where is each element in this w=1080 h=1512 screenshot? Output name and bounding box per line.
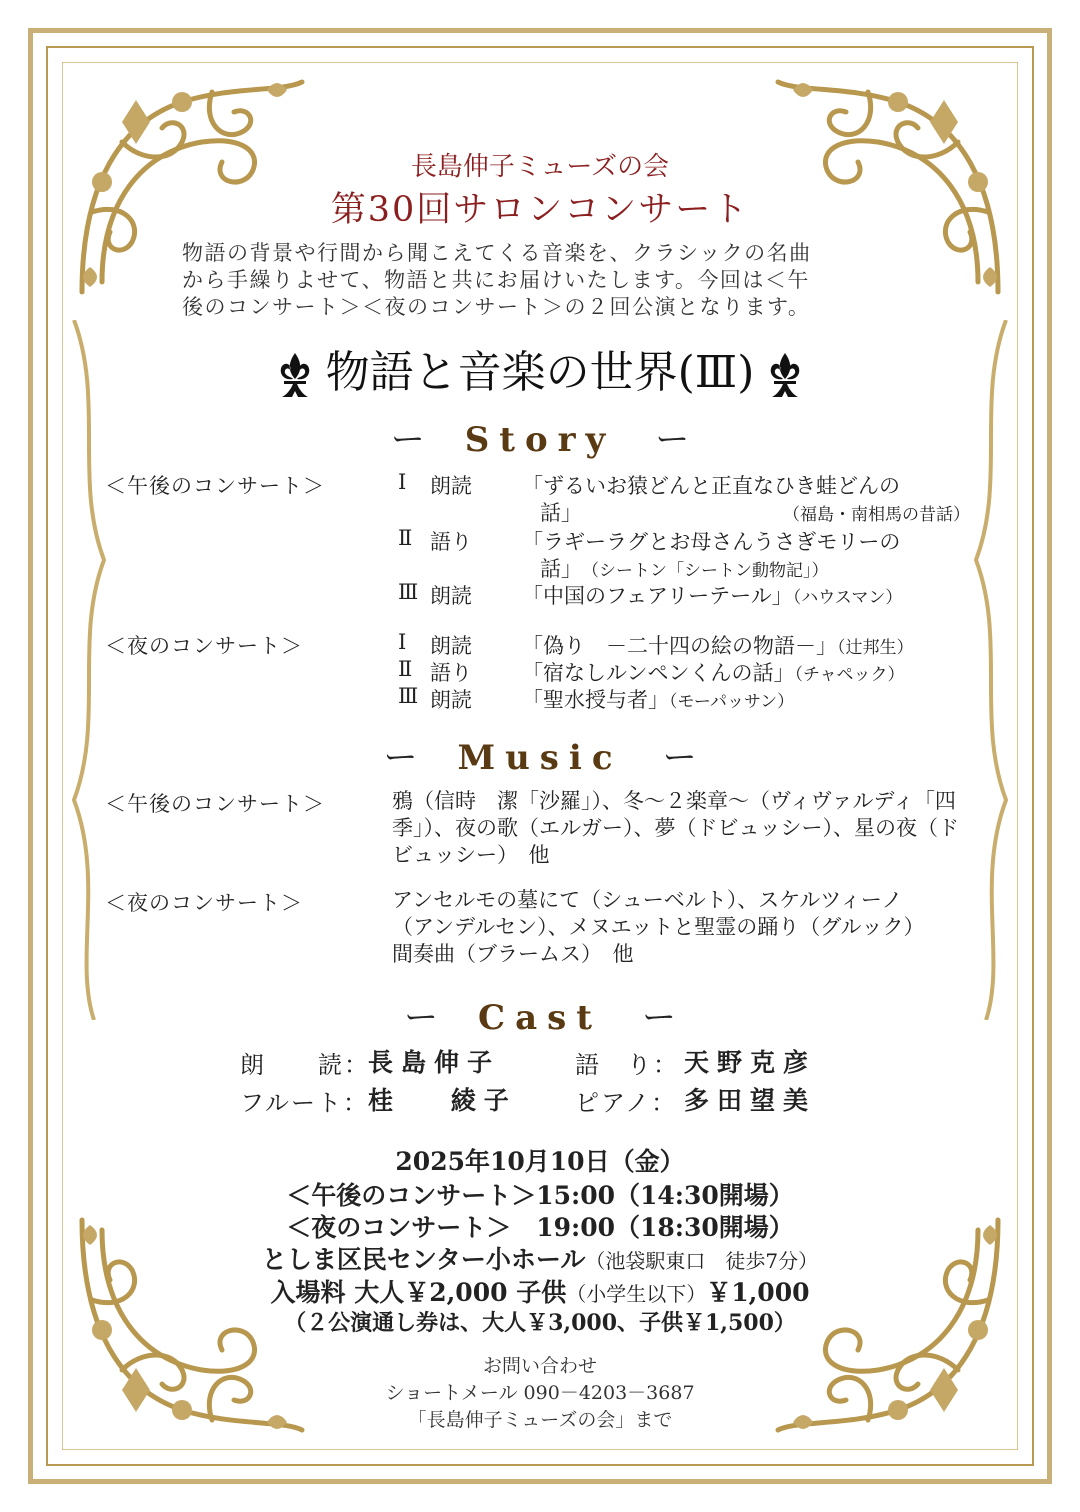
fleur-de-lis-icon	[272, 351, 318, 401]
section-heading-story: ー Story ー	[390, 420, 690, 460]
intro-line: 物語の背景や行間から聞こえてくる音楽を、クラシックの名曲	[182, 241, 812, 265]
item-type: 語り	[430, 530, 472, 554]
cast-reading-label: 朗 読：	[240, 1051, 370, 1079]
admission-fee: 入場料 大人￥2,000 子供（小学生以下）￥1,000	[270, 1278, 810, 1307]
music-afternoon-label: ＜午後のコンサート＞	[105, 792, 325, 816]
cast-piano-name: 多田望美	[684, 1086, 817, 1115]
story-title: 「宿なしルンペンくんの話」（チャペック）	[522, 661, 905, 685]
main-title-text: 物語と音楽の世界(Ⅲ)	[325, 347, 755, 398]
item-number: Ⅲ	[398, 684, 419, 708]
music-afternoon-list: 鴉（信時 潔「沙羅」）、冬～２楽章～（ヴィヴァルディ「四 季」）、夜の歌（エルガー）、夢（ドビュッシー）、星の夜（ド ビュッシー） 他	[392, 789, 959, 867]
afternoon-time: ＜午後のコンサート＞15:00（14:30開場）	[286, 1181, 794, 1210]
organization-name: 長島伸子ミューズの会	[410, 152, 670, 182]
story-title: 「ラギーラグとお母さんうさぎモリーの	[522, 530, 901, 554]
intro-line: から手繰りよせて、物語と共にお届けいたします。今回は＜午	[182, 268, 810, 292]
story-title: 「ずるいお猿どんと正直なひき蛙どんの	[522, 474, 900, 498]
item-number: Ⅱ	[398, 657, 413, 681]
item-type: 朗読	[430, 474, 472, 498]
cast-narration-label: 語 り：	[575, 1051, 679, 1079]
story-title: 「聖水授与者」（モーパッサン）	[522, 688, 795, 712]
cast-flute-label: フルート：	[240, 1089, 370, 1117]
item-number: Ⅰ	[398, 470, 407, 494]
story-title-cont: 話」	[540, 501, 582, 525]
story-afternoon-label: ＜午後のコンサート＞	[105, 474, 325, 498]
story-title: 「偽り －二十四の絵の物語－」（辻邦生）	[522, 634, 914, 658]
section-heading-music: ー Music ー	[383, 738, 697, 778]
intro-line: 後のコンサート＞＜夜のコンサート＞の２回公演となります。	[182, 295, 811, 319]
story-source: （シートン「シートン動物記」）	[582, 561, 829, 581]
item-number: Ⅰ	[398, 630, 407, 654]
music-evening-list: アンセルモの墓にて（シューベルト）、スケルツィーノ （アンデルセン）、メヌエットと聖霊の踊り（グルック） 間奏曲（ブラームス） 他	[392, 888, 925, 966]
contact-to: 「長島伸子ミューズの会」まで	[407, 1409, 673, 1431]
main-title	[0, 336, 1080, 401]
fleur-de-lis-icon	[762, 351, 808, 401]
story-source: （福島・南相馬の昔話）	[783, 505, 970, 525]
item-type: 朗読	[430, 634, 472, 658]
intro-text	[182, 240, 812, 321]
story-title: 「中国のフェアリーテール」（ハウスマン）	[522, 584, 903, 608]
contact-label: お問い合わせ	[482, 1355, 597, 1377]
item-number: Ⅱ	[398, 526, 413, 550]
item-type: 語り	[430, 661, 472, 685]
story-evening-label: ＜夜のコンサート＞	[105, 634, 303, 658]
item-type: 朗読	[430, 688, 472, 712]
cast-piano-label: ピアノ：	[575, 1089, 678, 1117]
cast-reading-name: 長島伸子	[368, 1048, 501, 1077]
concert-title: 第30回サロンコンサート	[330, 190, 750, 230]
cast-narration-name: 天野克彦	[684, 1048, 817, 1077]
story-title-cont: 話」	[540, 557, 582, 581]
music-evening-label: ＜夜のコンサート＞	[105, 891, 303, 915]
evening-time: ＜夜のコンサート＞ 19:00（18:30開場）	[286, 1213, 794, 1242]
cast-flute-name: 桂 綾子	[368, 1086, 517, 1115]
item-number: Ⅲ	[398, 580, 419, 604]
venue: としま区民センター小ホール（池袋駅東口 徒歩7分）	[261, 1245, 819, 1274]
section-heading-cast: ー Cast ー	[404, 998, 676, 1038]
event-date: 2025年10月10日（金）	[395, 1147, 685, 1176]
contact-method: ショートメール 090－4203－3687	[385, 1382, 695, 1404]
item-type: 朗読	[430, 584, 472, 608]
pass-price: （２公演通し券は、大人￥3,000、子供￥1,500）	[284, 1310, 796, 1336]
